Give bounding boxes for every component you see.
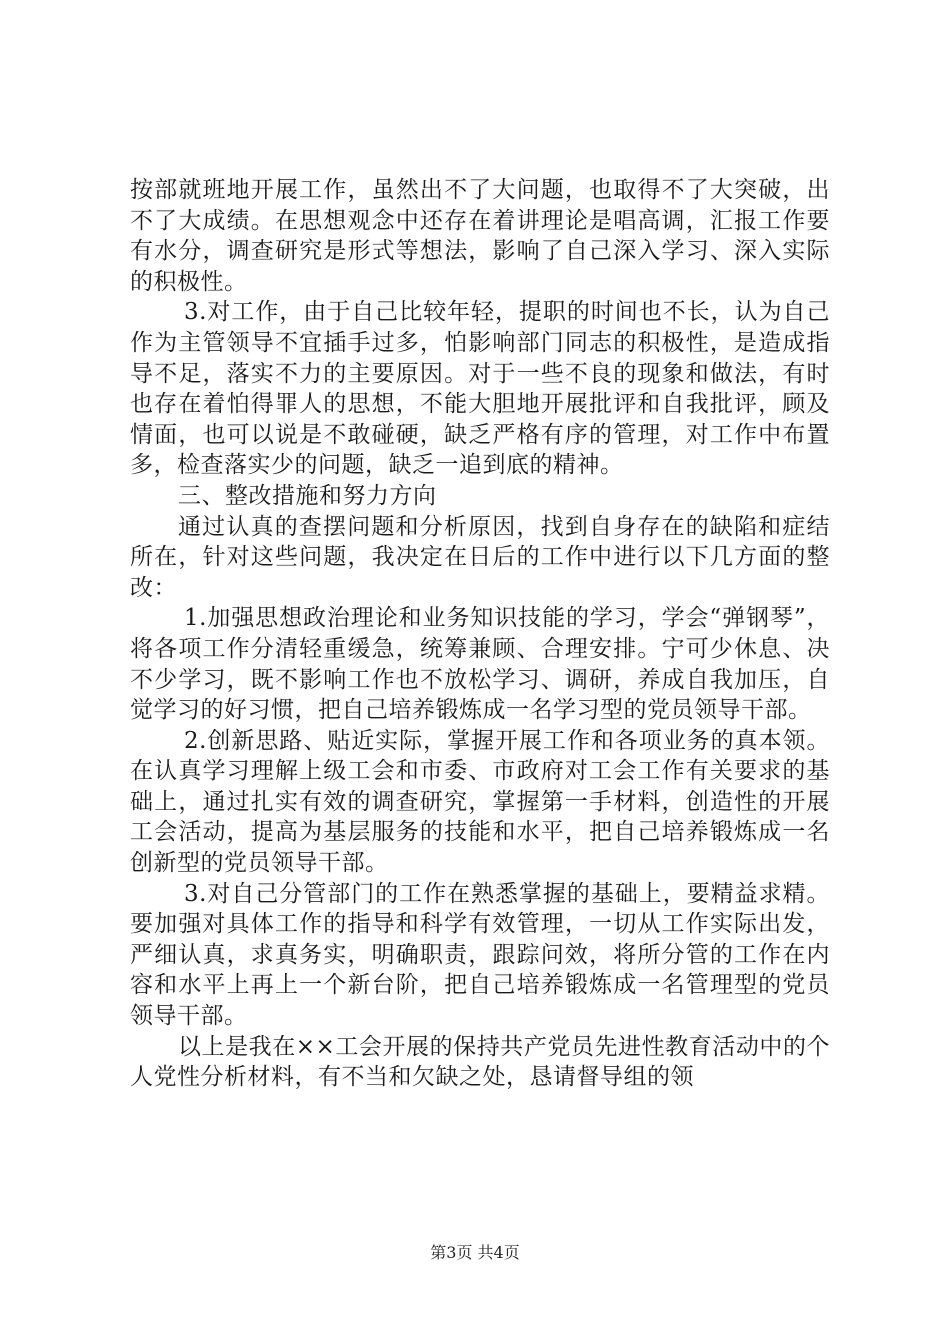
document-body [130,175,830,1093]
paragraph-intro-rectification: 通过认真的查摆问题和分析原因，找到自身存在的缺陷和症结所在，针对这些问题，我决定在日后的工作中进行以下几方面的整改： [130,513,830,601]
page-number-footer: 第3页 共4页 [430,1243,520,1262]
section-heading-rectification: 三、整改措施和努力方向 [178,482,437,509]
paragraph-conclusion: 以上是我在××工会开展的保持共产党员先进性教育活动中的个人党性分析材料，有不当和欠缺之处，恳请督导组的领 [130,1033,830,1091]
paragraph-item-3-work: 3.对工作，由于自己比较年轻，提职的时间也不长，认为自己作为主管领导不宜插手过多，怕影响部门同志的积极性，是造成指导不足，落实不力的主要原因。对于一些不良的现象和做法，有时也存在着怕得罪人的思想，不能大胆地开展批评和自我批评，顾及情面，也可以说是不敢碰硬，缺乏严格有序的管理，对工作中布置多，检查落实少的问题，缺乏一追到底的精神。 [130,299,830,479]
paragraph-measure-2: 2.创新思路、贴近实际，掌握开展工作和各项业务的真本领。在认真学习理解上级工会和市委、市政府对工会工作有关要求的基础上，通过扎实有效的调查研究，掌握第一手材料，创造性的开展工会活动，提高为基层服务的技能和水平，把自己培养锻炼成一名创新型的党员领导干部。 [130,727,830,877]
paragraph-measure-1: 1.加强思想政治理论和业务知识技能的学习，学会“弹钢琴”，将各项工作分清轻重缓急，统筹兼顾、合理安排。宁可少休息、决不少学习，既不影响工作也不放松学习、调研，养成自我加压，自觉学习的好习惯，把自己培养锻炼成一名学习型的党员领导干部。 [130,605,830,724]
paragraph-continuation: 按部就班地开展工作，虽然出不了大问题，也取得不了大突破，出不了大成绩。在思想观念中还存在着讲理论是唱高调，汇报工作要有水分，调查研究是形式等想法，影响了自己深入学习、深入实际的积极性。 [130,177,830,295]
paragraph-measure-3: 3.对自己分管部门的工作在熟悉掌握的基础上，要精益求精。要加强对具体工作的指导和科学有效管理，一切从工作实际出发，严细认真，求真务实，明确职责，跟踪问效，将所分管的工作在内容和水平上再上一个新台阶，把自己培养锻炼成一名管理型的党员领导干部。 [130,880,830,1030]
